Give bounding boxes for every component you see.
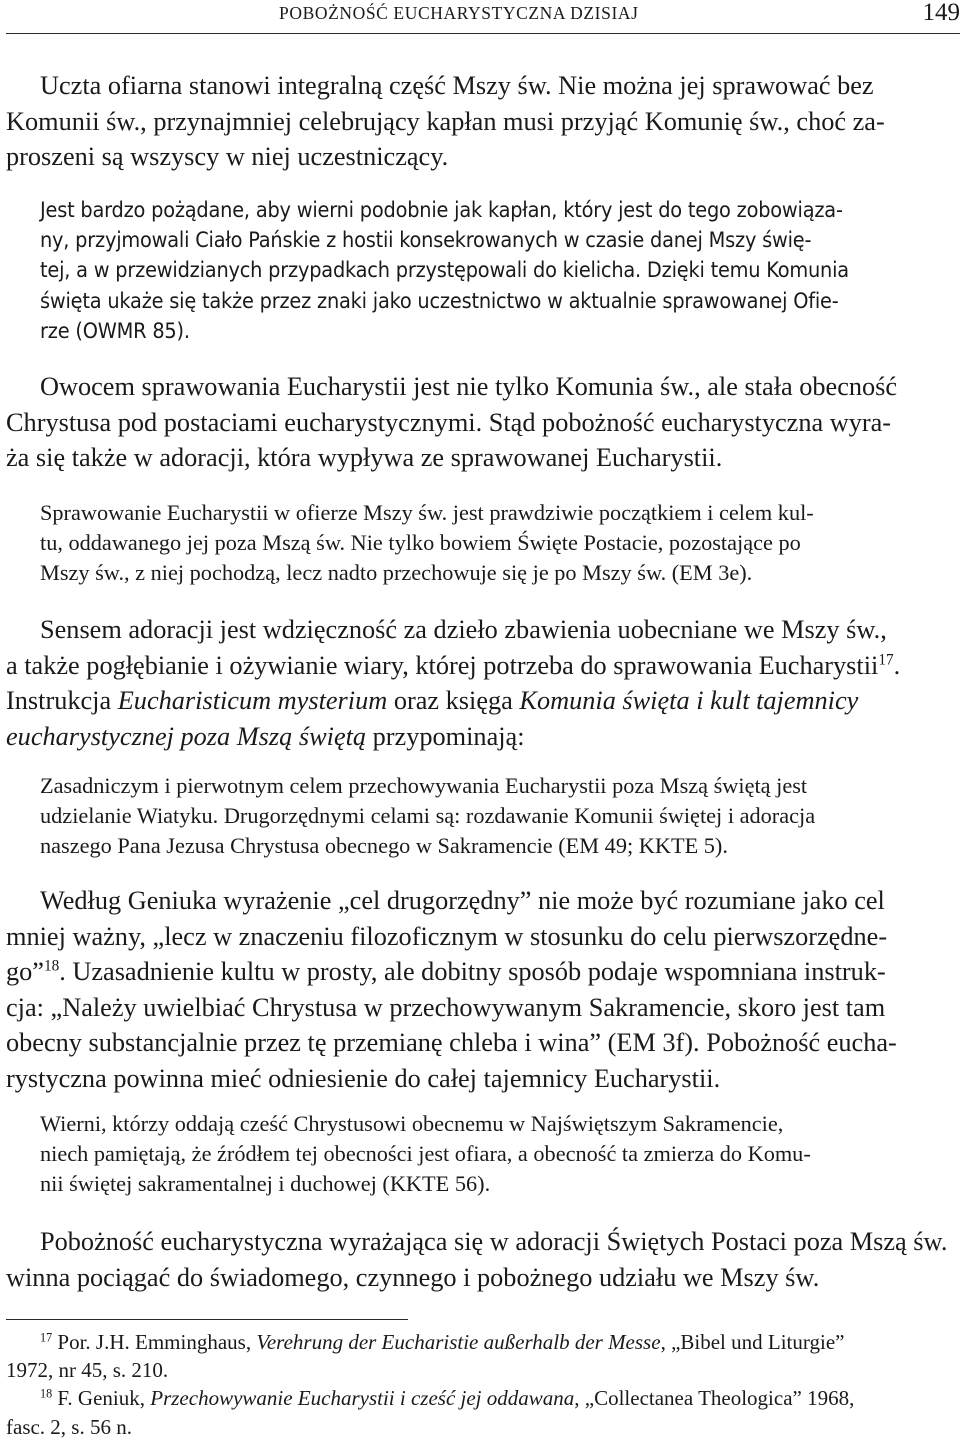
text-run: Por. J.H. Emminghaus, (52, 1330, 257, 1354)
text-line: Chrystusa pod postaciami eucharystycznymi. Stąd pobożność eucharystyczna wyra- (6, 407, 892, 437)
block-quote-4 (0, 1109, 960, 1200)
running-title: POBOŻNOŚĆ EUCHARYSTYCZNA DZISIAJ (279, 3, 639, 23)
running-header (6, 0, 960, 34)
text-line: tu, oddawanego jej poza Mszą św. Nie tylko bowiem Święte Postacie, pozostające po (40, 530, 801, 556)
block-quote-1 (0, 196, 960, 347)
text-run: , „Collectanea Theologica” 1968, (574, 1386, 855, 1411)
text-line (0, 648, 960, 684)
text-line (0, 719, 960, 755)
footnote-separator (6, 1319, 408, 1320)
text-run: Instrukcja (6, 686, 118, 715)
footnote-number: 18 (40, 1386, 53, 1401)
paragraph-4 (0, 883, 960, 1096)
text-line: cja: „Należy uwielbiać Chrystusa w przechowywanym Sakramencie, skoro jest tam (6, 992, 886, 1022)
italic-title: Verehrung der Eucharistie außerhalb der Messe (256, 1330, 661, 1354)
text-run: a także pogłębianie i ożywianie wiary, której potrzeba do sprawowania Eucharystii (6, 650, 879, 680)
text-line: święta ukaże się także przez znaki jako uczestnictwo w aktualnie sprawowanej Ofie- (40, 288, 839, 314)
page-number: 149 (922, 0, 960, 26)
italic-title: Eucharisticum mysterium (117, 686, 388, 715)
text-line: rystyczna powinna mieć odniesienie do całej tajemnicy Eucharystii. (6, 1063, 721, 1093)
text-run: , „Bibel und Liturgie” (660, 1330, 845, 1354)
text-line: udzielanie Wiatyku. Drugorzędnymi celami są: rozdawanie Komunii świętej i adoracja (40, 803, 816, 829)
paragraph-1 (0, 68, 960, 175)
footnote-number: 17 (40, 1330, 53, 1345)
text-line: Sensem adoracji jest wdzięczność za dzieło zbawienia uobecniane we Mszy św., (40, 615, 887, 644)
block-quote-3 (0, 771, 960, 862)
block-quote-2 (0, 498, 960, 589)
text-line: Według Geniuka wyrażenie „cel drugorzędny” nie może być rozumiane jako cel (40, 886, 885, 915)
text-line: Pobożność eucharystyczna wyrażająca się w adoracji Świętych Postaci poza Mszą św. (40, 1227, 948, 1256)
text-line: proszeni są wszyscy w niej uczestniczący. (6, 142, 449, 171)
text-line: ny, przyjmowali Ciało Pańskie z hostii konsekrowanych w czasie danej Mszy świę- (40, 228, 812, 254)
text-line: 1972, nr 45, s. 210. (6, 1358, 169, 1383)
text-line: rze (OWMR 85). (40, 318, 190, 344)
footnote-18 (0, 1384, 960, 1412)
text-line: nii świętej sakramentalnej i duchowej (KKTE 56). (40, 1171, 491, 1197)
text-line: Wierni, którzy oddają cześć Chrystusowi obecnemu w Najświętszym Sakramencie, (40, 1111, 784, 1136)
text-line: Komunii św., przynajmniej celebrujący kapłan musi przyjąć Komunię św., choć za- (6, 106, 885, 136)
text-run: go” (6, 957, 44, 986)
text-line: Sprawowanie Eucharystii w ofierze Mszy św. jest prawdziwie początkiem i celem kul- (40, 500, 814, 525)
text-line: niech pamiętają, że źródłem tej obecności jest ofiara, a obecność ta zmierza do Komu- (40, 1141, 811, 1167)
text-line: obecny substancjalnie przez tę przemianę chleba i wina” (EM 3f). Pobożność eucha- (6, 1028, 897, 1057)
text-line: naszego Pana Jezusa Chrystusa obecnego w Sakramencie (EM 49; KKTE 5). (40, 833, 728, 859)
text-run: . Uzasadnienie kultu w prosty, ale dobitny sposób podaje wspomniana instruk- (59, 957, 886, 986)
text-line: fasc. 2, s. 56 n. (6, 1414, 132, 1439)
text-line: ża się także w adoracji, która wypływa ze sprawowanej Eucharystii. (6, 443, 723, 472)
paragraph-2 (0, 369, 960, 476)
text-line (0, 954, 960, 990)
text-run: oraz księga (387, 686, 520, 715)
text-line: winna pociągać do świadomego, czynnego i pobożnego udziału we Mszy św. (6, 1262, 820, 1292)
text-run: przypominają: (366, 721, 525, 751)
italic-title: Przechowywanie Eucharystii i cześć jej oddawana (150, 1386, 575, 1411)
footnote-17 (0, 1328, 960, 1356)
text-run: F. Geniuk, (52, 1386, 151, 1411)
text-line: mniej ważny, „lecz w znaczeniu filozoficznym w stosunku do celu pierwszorzędne- (6, 921, 888, 951)
text-run: . (893, 650, 901, 680)
footnote-ref[interactable]: 18 (43, 957, 60, 975)
footnote-ref[interactable]: 17 (878, 651, 894, 669)
text-line: Mszy św., z niej pochodzą, lecz nadto przechowuje się je po Mszy św. (EM 3e). (40, 560, 753, 586)
text-line: tej, a w przewidzianych przypadkach przystępowali do kielicha. Dzięki temu Komunia (40, 258, 849, 284)
text-line: Zasadniczym i pierwotnym celem przechowywania Eucharystii poza Mszą świętą jest (40, 773, 808, 798)
paragraph-5 (0, 1224, 960, 1295)
text-line: Owocem sprawowania Eucharystii jest nie tylko Komunia św., ale stała obecność (40, 372, 898, 401)
text-line: Uczta ofiarna stanowi integralną część Mszy św. Nie można jej sprawować bez (40, 71, 874, 100)
paragraph-3 (0, 612, 960, 754)
footnotes (0, 1328, 960, 1441)
italic-title: Komunia święta i kult tajemnicy (519, 686, 859, 715)
text-line (0, 683, 960, 719)
italic-title: eucharystycznej poza Mszą świętą (6, 721, 367, 751)
text-line: Jest bardzo pożądane, aby wierni podobnie jak kapłan, który jest do tego zobowiąza- (40, 198, 843, 223)
